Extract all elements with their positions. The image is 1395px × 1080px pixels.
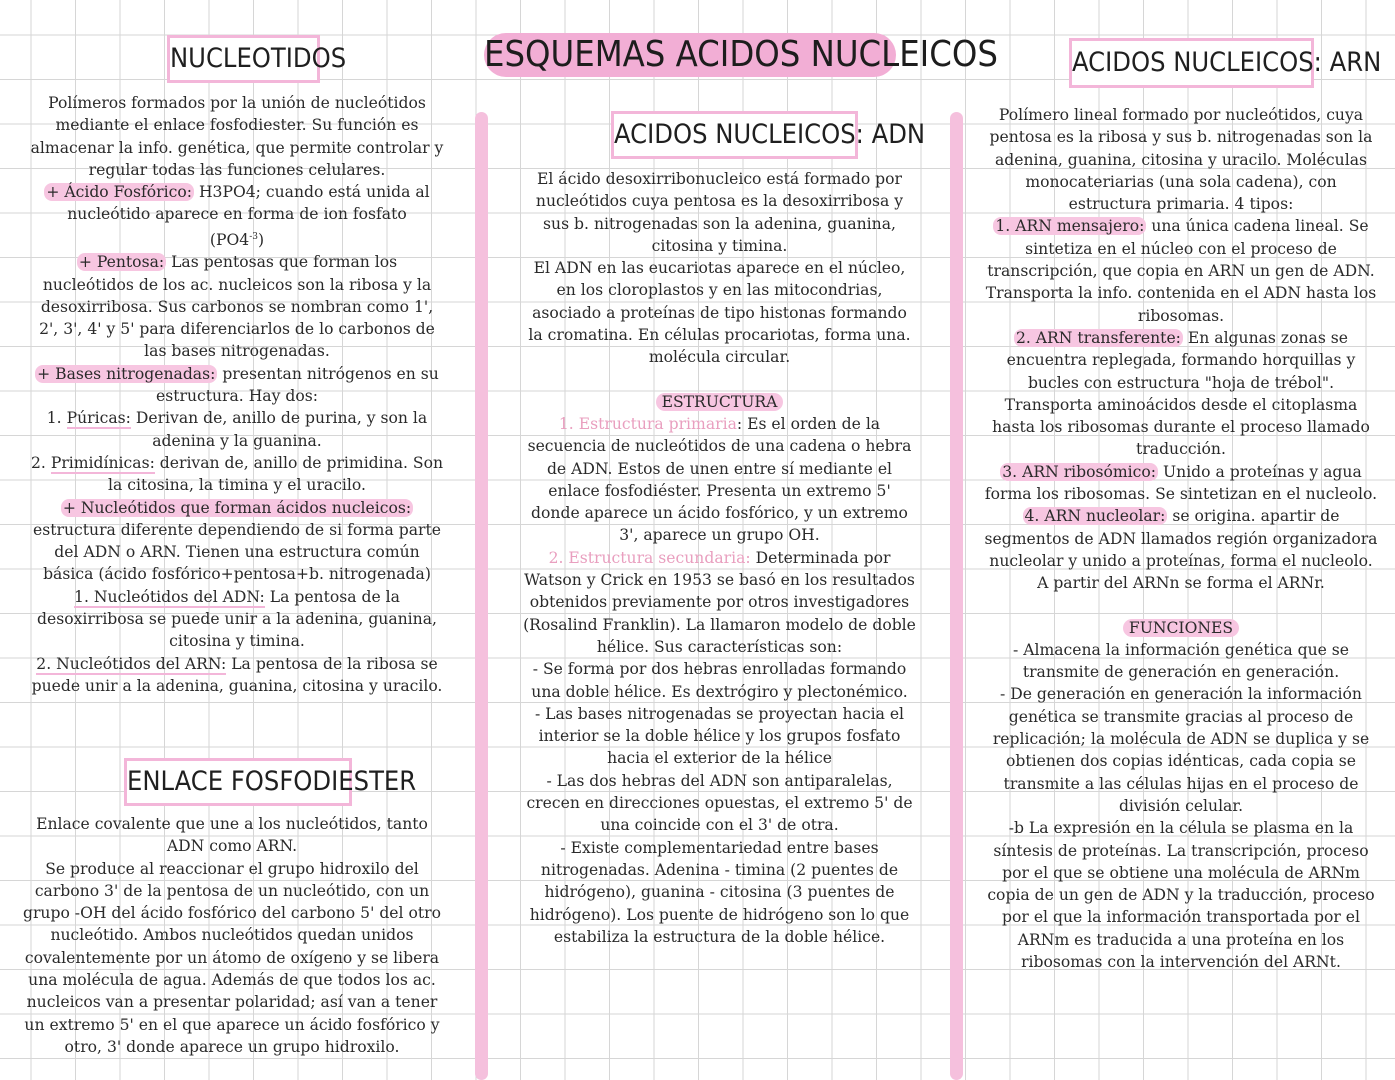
secundaria-paragraph [523,547,916,658]
pirimidinicas-text: derivan de, anillo de primidina. Son la citosina, la timina y el uracilo. [108,453,444,495]
adn-paragraph-2: El ADN en las eucariotas aparece en el núcleo, en los cloroplastos y en las mitocondrias, asociado a proteínas de tipo histonas formando la cromatina. En células procariotas, forma una. molécula circular. [528,259,911,367]
pirimidinicas-label: Primidínicas: [50,453,155,472]
caracteristica-2: - Las bases nitrogenadas se proyectan hacia el interior se la doble hélice y los grupos fosfato hacia el exterior de la hélice [534,704,905,768]
arn-mensajero-paragraph [984,215,1378,326]
arn-transferente-label: 2. ARN transferente: [1015,328,1181,347]
secundaria-label: 2. Estructura secundaria: [548,548,751,567]
estructura-heading: ESTRUCTURA [656,393,784,411]
arn-nucleotidos-label: 2. Nucleótidos del ARN: [36,654,227,673]
arn-nucleotidos-text: La pentosa de la ribosa se puede unir a la adenina, guanina, citosina y uracilo. [31,654,443,695]
enlace-paragraph-2: Se produce al reaccionar el grupo hidroxilo del carbono 3' de la pentosa de un nucleótido, con un grupo -OH del ácido fosfórico del carbono 5' del otro nucleótido. Ambos nucleótidos quedan unidos covalentemente por un átomo de oxígeno y se libera una molécula de agua. Además de que todos los ac. nucleicos van a presentar polaridad; así van a tener un extremo 5' en el que aparece un ácido fosfórico y otro, 3' donde aparece un grupo hidroxilo. [23,859,441,1056]
fosforico-label: + Ácido Fosfórico: [46,183,192,202]
nucleotidos-acidos-paragraph [30,497,444,586]
adn-nucleotidos-paragraph [30,586,444,653]
funcion-3: -b La expresión en la célula se plasma en la síntesis de proteínas. La transcripción, proceso por el que se obtiene una molécula de ARNm copia de un gen de ADN y la traducción, proceso por el que la información transportada por el ARNm es traducida a una proteína en los ribosomas con la intervención del ARNt. [987,819,1375,971]
nucleotidos-intro: Polímeros formados por la unión de nucleótidos mediante el enlace fosfodiester. Su función es almacenar la info. genética, que permite controlar y regular todas las funciones celulares. [30,94,444,179]
fosfato-formula: (PO4 [209,230,250,249]
caracteristica-3: - Las dos hebras del ADN son antiparalelas, crecen en direcciones opuestas, el extremo 5' de una coincide con el 3' de otra. [526,771,913,835]
arn-nucleolar-text: se origina. apartir de segmentos de ADN llamados región organizadora nucleolar y unido a proteínas, forma el nucleolo. A partir del ARNn se forma el ARNr. [984,507,1378,593]
enlace-column [20,813,444,1058]
puricas-text: Derivan de, anillo de purina, y son la adenina y la guanina. [130,409,428,450]
estructura-heading-line [523,391,916,413]
arn-nucleolar-paragraph [984,505,1378,594]
secundaria-text: Determinada por Watson y Crick en 1953 se basó en los resultados obtenidos previamente por otros investigadores (Rosalind Franklin). La llamaron modelo de doble hélice. Sus características son: [523,548,916,656]
enlace-title: ENLACE FOSFODIESTER [124,758,352,806]
puricas-paragraph [30,407,444,452]
middle-column [523,168,916,948]
puricas-label: Púricas: [66,409,131,428]
arn-transferente-paragraph [984,327,1378,461]
arn-ribosomico-text: Unido a proteínas y agua forma los ribosomas. Se sintetizan en el nucleolo. [984,462,1378,504]
primaria-text: : Es el orden de la secuencia de nucleótidos de una cadena o hebra de ADN. Estos de unen entre sí mediante el enlace fosfodiéster. Presenta un extremo 5' donde aparece un ácido fosfórico, y un extremo 3', aparece un grupo OH. [527,414,912,545]
arn-nucleotidos-paragraph [30,653,444,698]
fosforico-text: H3PO4; cuando está unida al nucleótido aparece en forma de ion fosfato [67,183,430,224]
primaria-paragraph [523,413,916,547]
puricas-num: 1. [46,409,67,428]
bases-label: + Bases nitrogenadas: [37,364,216,383]
left-column [30,92,444,697]
right-column [984,104,1378,973]
funciones-heading: FUNCIONES [1123,619,1239,637]
arn-nucleolar-label: 4. ARN nucleolar: [1024,507,1166,526]
primaria-label: 1. Estructura primaria [558,414,737,433]
pentosa-paragraph [30,251,444,362]
caracteristica-4: - Existe complementariedad entre bases nitrogenadas. Adenina - timina (2 puentes de hidrógeno), guanina - citosina (3 puentes de hidrógeno). Los puente de hidrógeno son lo que estabiliza la estructura de la doble hélice. [529,838,910,946]
nucleotidos-acidos-label: + Nucleótidos que forman ácidos nucleicos: [62,498,412,517]
funciones-heading-line [984,617,1378,639]
arn-intro: Polímero lineal formado por nucleótidos, cuya pentosa es la ribosa y sus b. nitrogenadas son la adenina, guanina, citosina y uracilo. Moléculas monocateriarias (una sola cadena), con estructura primaria. 4 tipos: [989,106,1373,214]
caracteristica-1: - Se forma por dos hebras enrolladas formando una doble hélice. Es dextrógiro y plectonémico. [531,660,908,701]
arn-ribosomico-label: 3. ARN ribosómico: [1002,462,1157,481]
adn-title: ACIDOS NUCLEICOS: ADN [611,111,858,159]
bases-text: presentan nitrógenos en su estructura. Hay dos: [156,364,439,406]
nucleotidos-acidos-text: estructura diferente dependiendo de si forma parte del ADN o ARN. Tienen una estructura común básica (ácido fosfórico+pentosa+b. nitrogenada) [33,520,441,584]
pentosa-text: Las pentosas que forman los nucleótidos de los ac. nucleicos son la ribosa y la desoxirribosa. Sus carbonos se nombran como 1', 2', 3', 4' y 5' para diferenciarlos de lo carbonos de las bases nitrogenadas. [39,253,435,361]
funcion-2: - De generación en generación la información genética se transmite gracias al proceso de replicación; la molécula de ADN se duplica y se obtienen dos copias idénticas, cada copia se transmite a las células hijas en el proceso de división celular. [992,685,1370,815]
divider-bar-right [950,112,963,1080]
adn-nucleotidos-label: 1. Nucleótidos del ADN: [74,587,265,606]
arn-mensajero-label: 1. ARN mensajero: [995,217,1145,236]
divider-bar-left [475,112,488,1080]
fosforico-paragraph [30,181,444,251]
nucleotidos-title: NUCLEOTIDOS [167,35,320,83]
adn-nucleotidos-text: La pentosa de la desoxirribosa se puede unir a la adenina, guanina, citosina y timina. [37,587,437,651]
pirimidinicas-paragraph [30,452,444,497]
adn-paragraph-1: El ácido desoxirribonucleico está formado por nucleótidos cuya pentosa es la desoxirribosa y sus b. nitrogenadas son la adenina, guanina, citosina y timina. [535,170,904,255]
fosfato-close: ) [257,230,265,249]
fosfato-charge: -3 [249,231,258,242]
arn-ribosomico-paragraph [984,461,1378,506]
arn-transferente-text: En algunas zonas se encuentra replegada, formando horquillas y bucles con estructura "hoja de trébol". Transporta aminoácidos desde el citoplasma hasta los ribosomas durante el proceso llamado traducción. [992,328,1370,459]
funcion-1: - Almacena la información genética que se transmite de generación en generación. [1012,640,1350,682]
arn-title: ACIDOS NUCLEICOS: ARN [1069,38,1314,88]
page-title: ESQUEMAS ACIDOS NUCLEICOS [484,34,998,75]
arn-mensajero-text: una única cadena lineal. Se sintetiza en el núcleo con el proceso de transcripción, que copia en ARN un gen de ADN. Transporta la info. contenida en el ADN hasta los ribosomas. [985,217,1377,325]
pirimidinicas-num: 2. [30,453,51,472]
enlace-paragraph-1: Enlace covalente que une a los nucleótidos, tanto ADN como ARN. [36,815,428,856]
pentosa-label: + Pentosa: [78,253,165,272]
bases-paragraph [30,363,444,408]
